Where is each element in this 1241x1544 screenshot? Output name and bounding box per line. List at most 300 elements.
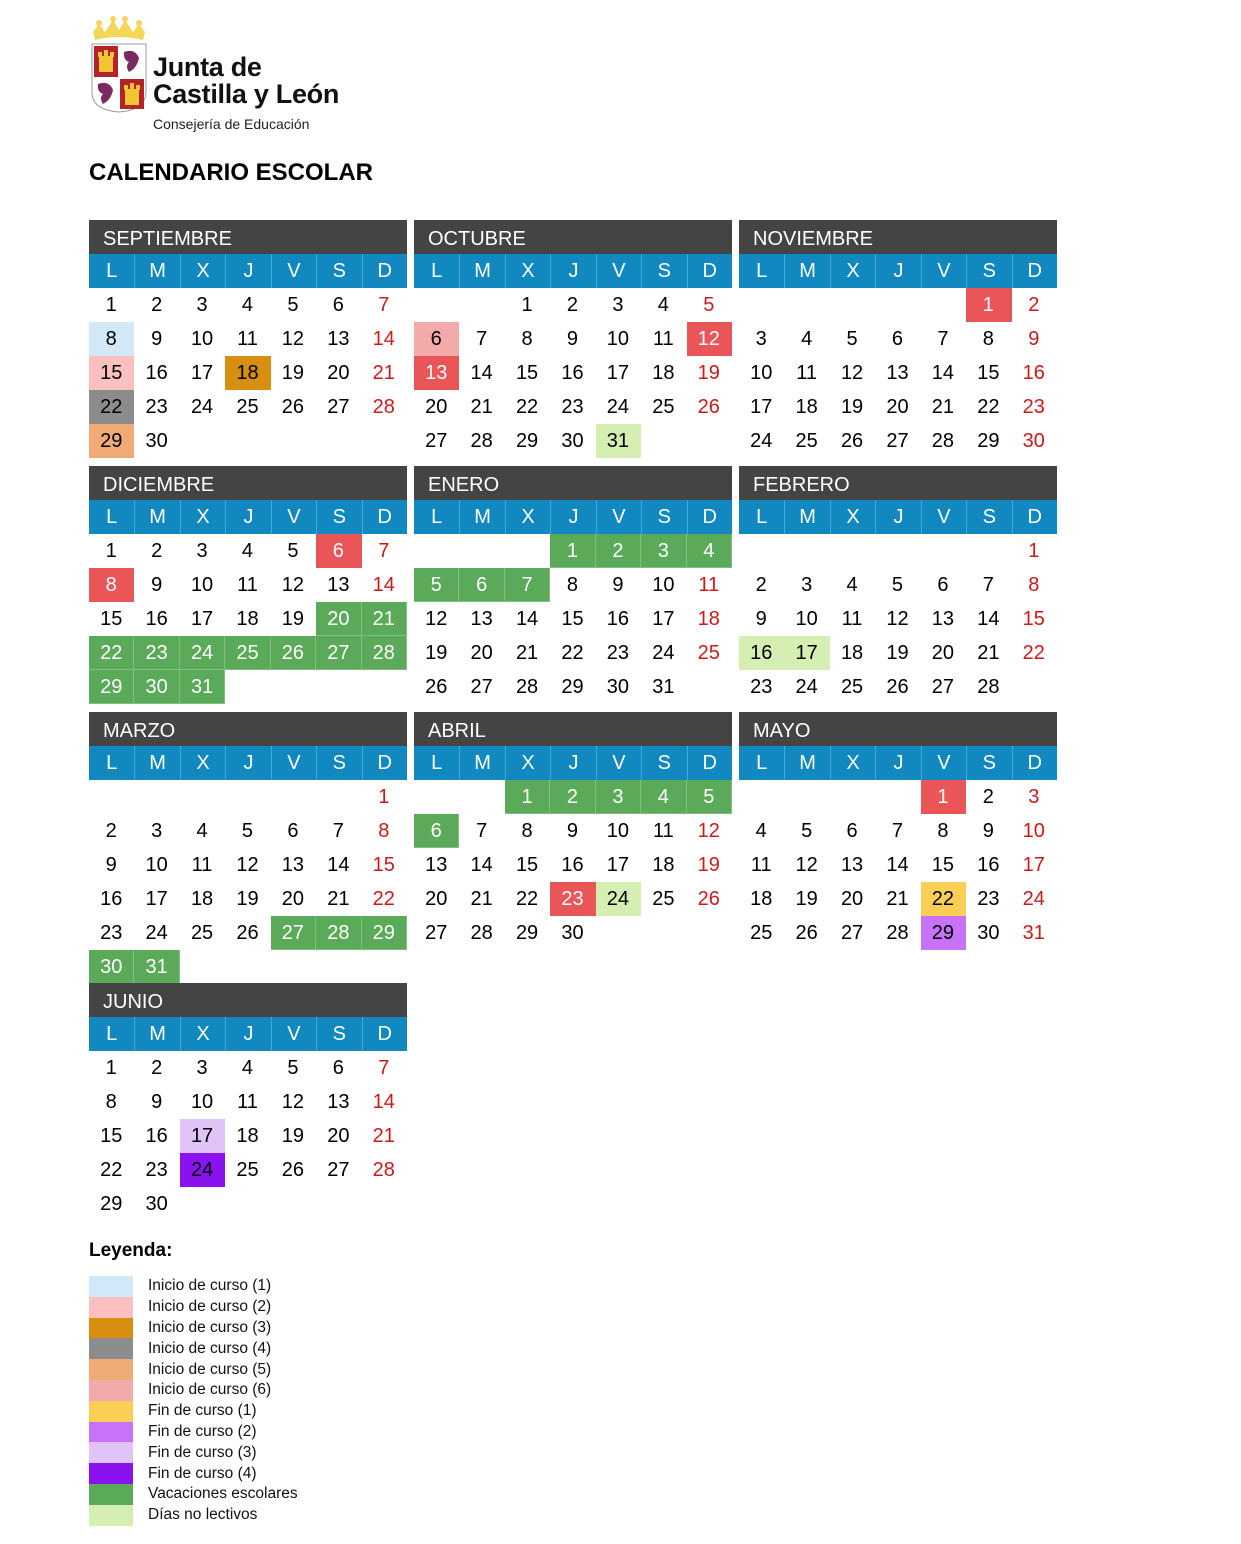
day-cell: 28	[886, 922, 909, 944]
day-cell: 2	[105, 820, 117, 842]
month-header: MARZO	[89, 712, 407, 746]
day-cell: 19	[795, 888, 818, 910]
day-cell: 13	[414, 356, 459, 390]
legend-item	[89, 1380, 298, 1401]
weekday-header-row	[89, 746, 407, 780]
day-cell: 4	[241, 1057, 254, 1079]
day-cell: 2	[550, 780, 595, 814]
day-cell: 8	[378, 820, 390, 842]
weekday-label: D	[1012, 254, 1057, 288]
day-cell: 5	[287, 540, 299, 562]
legend-label: Inicio de curso (4)	[148, 1339, 272, 1357]
day-cell: 25	[190, 922, 214, 944]
day-cell: 22	[977, 396, 1000, 418]
day-cell: 12	[886, 608, 909, 630]
day-cell: 11	[796, 362, 818, 384]
days-grid	[414, 288, 732, 458]
day-cell: 23	[100, 922, 123, 944]
day-cell: 21	[372, 1125, 395, 1147]
day-cell: 2	[755, 574, 767, 596]
weekday-label: S	[316, 500, 361, 534]
day-cell: 11	[237, 574, 258, 596]
day-cell: 9	[1028, 328, 1040, 350]
day-cell: 15	[89, 356, 134, 390]
day-cell: 25	[652, 396, 675, 418]
legend-swatch	[89, 1297, 133, 1318]
day-cell: 27	[425, 922, 448, 944]
day-cell: 26	[281, 396, 305, 418]
day-cell: 23	[145, 396, 168, 418]
day-cell: 1	[921, 780, 966, 814]
legend-label: Fin de curso (2)	[148, 1422, 257, 1440]
day-cell: 11	[698, 574, 720, 596]
legend-swatch	[89, 1484, 133, 1505]
day-cell: 29	[977, 430, 1000, 452]
day-cell: 17	[606, 854, 630, 876]
day-cell: 15	[515, 854, 539, 876]
day-cell: 3	[151, 820, 163, 842]
weekday-label: L	[756, 260, 768, 282]
legend-label: Inicio de curso (1)	[148, 1277, 272, 1295]
weekday-label: M	[459, 746, 504, 780]
day-cell: 27	[271, 916, 316, 950]
day-cell: 30	[977, 922, 1000, 944]
weekday-label: X	[180, 500, 225, 534]
day-cell: 3	[1028, 786, 1040, 808]
logo-subtitle: Consejería de Educación	[153, 116, 310, 132]
day-cell: 21	[327, 888, 350, 910]
empty-cell	[89, 780, 134, 814]
legend-swatch	[89, 1422, 133, 1443]
day-cell: 2	[1028, 294, 1040, 316]
day-cell: 12	[697, 820, 720, 842]
day-cell: 12	[281, 328, 305, 350]
day-cell: 7	[476, 820, 488, 842]
day-cell: 23	[606, 642, 630, 664]
day-cell: 10	[750, 362, 773, 384]
day-cell: 22	[89, 390, 134, 424]
day-cell: 10	[795, 608, 818, 630]
weekday-label: D	[687, 746, 732, 780]
weekday-label: M	[134, 1017, 179, 1051]
day-cell: 19	[886, 642, 909, 664]
weekday-label: V	[596, 500, 641, 534]
day-cell: 7	[378, 294, 390, 316]
weekday-label: X	[830, 254, 875, 288]
day-cell: 16	[100, 888, 123, 910]
day-cell: 27	[470, 676, 493, 698]
empty-cell	[784, 780, 829, 814]
weekday-label: J	[550, 254, 595, 288]
day-cell: 27	[425, 430, 448, 452]
weekday-label: V	[596, 254, 641, 288]
day-cell: 15	[977, 362, 1000, 384]
day-cell: 25	[225, 636, 270, 670]
day-cell: 4	[846, 574, 858, 596]
coat-of-arms-icon	[89, 14, 149, 114]
day-cell: 26	[271, 636, 316, 670]
day-cell: 22	[89, 636, 134, 670]
day-cell: 2	[151, 540, 163, 562]
day-cell: 27	[840, 922, 864, 944]
day-cell: 5	[891, 574, 904, 596]
weekday-label: S	[316, 1017, 361, 1051]
day-cell: 15	[100, 608, 123, 630]
weekday-label: S	[641, 500, 686, 534]
weekday-header-row	[414, 746, 732, 780]
legend-label: Fin de curso (3)	[148, 1443, 257, 1461]
day-cell: 29	[515, 922, 539, 944]
weekday-label: M	[784, 254, 829, 288]
legend-label: Inicio de curso (3)	[148, 1318, 272, 1336]
day-cell: 23	[1022, 396, 1045, 418]
day-cell: 10	[190, 574, 214, 596]
day-cell: 22	[100, 1159, 123, 1181]
day-cell: 12	[236, 854, 259, 876]
day-cell: 2	[982, 786, 994, 808]
day-cell: 31	[652, 676, 675, 698]
day-cell: 29	[89, 424, 134, 458]
empty-cell	[459, 288, 504, 322]
weekday-label: S	[641, 746, 686, 780]
day-cell: 26	[281, 1159, 305, 1181]
day-cell: 18	[190, 888, 214, 910]
day-cell: 29	[561, 676, 584, 698]
day-cell: 24	[180, 1153, 225, 1187]
weekday-label: L	[431, 752, 443, 774]
weekday-label: J	[225, 500, 270, 534]
day-cell: 31	[596, 424, 641, 458]
day-cell: 4	[657, 294, 669, 316]
day-cell: 18	[795, 396, 818, 418]
empty-cell	[414, 780, 459, 814]
day-cell: 27	[327, 1159, 350, 1181]
legend-swatch	[89, 1338, 133, 1359]
weekday-label: S	[316, 254, 361, 288]
month-header: JUNIO	[89, 983, 407, 1017]
day-cell: 22	[515, 396, 539, 418]
day-cell: 4	[241, 294, 254, 316]
day-cell: 3	[801, 574, 813, 596]
weekday-label: D	[362, 500, 407, 534]
legend-item	[89, 1442, 298, 1463]
days-grid	[739, 780, 1057, 950]
day-cell: 10	[1022, 820, 1045, 842]
day-cell: 10	[606, 328, 630, 350]
day-cell: 1	[521, 294, 533, 316]
day-cell: 7	[378, 540, 390, 562]
day-cell: 27	[931, 676, 955, 698]
day-cell: 28	[372, 1159, 395, 1181]
weekday-label: X	[180, 746, 225, 780]
empty-cell	[875, 288, 920, 322]
day-cell: 5	[801, 820, 813, 842]
days-grid	[739, 534, 1057, 704]
day-cell: 26	[425, 676, 448, 698]
day-cell: 15	[100, 1125, 123, 1147]
days-grid	[739, 288, 1057, 458]
legend	[89, 1276, 298, 1526]
weekday-label: S	[966, 254, 1011, 288]
day-cell: 7	[891, 820, 904, 842]
day-cell: 21	[515, 642, 539, 664]
weekday-label: V	[271, 500, 316, 534]
empty-cell	[505, 534, 550, 568]
day-cell: 3	[196, 540, 208, 562]
days-grid	[89, 288, 407, 458]
day-cell: 20	[425, 888, 448, 910]
day-cell: 20	[327, 362, 350, 384]
day-cell: 31	[1022, 922, 1045, 944]
weekday-label: M	[459, 254, 504, 288]
day-cell: 24	[750, 430, 773, 452]
day-cell: 23	[561, 396, 584, 418]
legend-item	[89, 1318, 298, 1339]
page-title: CALENDARIO ESCOLAR	[89, 159, 374, 186]
legend-label: Días no lectivos	[148, 1506, 258, 1524]
day-cell: 28	[470, 430, 493, 452]
weekday-label: L	[106, 752, 118, 774]
day-cell: 29	[89, 670, 134, 704]
weekday-header-row	[739, 500, 1057, 534]
day-cell: 6	[459, 568, 504, 602]
month-header: NOVIEMBRE	[739, 220, 1057, 254]
day-cell: 4	[687, 534, 732, 568]
day-cell: 19	[697, 854, 720, 876]
day-cell: 9	[151, 1091, 163, 1113]
month-diciembre	[89, 466, 407, 704]
day-cell: 8	[982, 328, 994, 350]
day-cell: 9	[151, 574, 163, 596]
day-cell: 22	[515, 888, 539, 910]
day-cell: 13	[327, 574, 350, 596]
day-cell: 10	[652, 574, 675, 596]
weekday-label: D	[687, 254, 732, 288]
day-cell: 6	[316, 534, 361, 568]
day-cell: 29	[921, 916, 966, 950]
legend-item	[89, 1505, 298, 1526]
day-cell: 12	[281, 1091, 305, 1113]
legend-label: Inicio de curso (6)	[148, 1381, 272, 1399]
day-cell: 14	[372, 574, 395, 596]
day-cell: 14	[886, 854, 909, 876]
empty-cell	[784, 288, 829, 322]
month-header: DICIEMBRE	[89, 466, 407, 500]
day-cell: 12	[840, 362, 864, 384]
empty-cell	[180, 780, 225, 814]
day-cell: 20	[886, 396, 909, 418]
day-cell: 14	[515, 608, 539, 630]
day-cell: 26	[236, 922, 259, 944]
weekday-label: S	[316, 746, 361, 780]
day-cell: 16	[1022, 362, 1045, 384]
day-cell: 9	[566, 820, 579, 842]
day-cell: 3	[755, 328, 767, 350]
day-cell: 3	[196, 1057, 208, 1079]
day-cell: 27	[327, 396, 350, 418]
day-cell: 3	[196, 294, 208, 316]
day-cell: 27	[886, 430, 909, 452]
day-cell: 7	[378, 1057, 390, 1079]
weekday-label: M	[134, 746, 179, 780]
day-cell: 2	[596, 534, 641, 568]
weekday-label: J	[225, 254, 270, 288]
empty-cell	[830, 534, 875, 568]
day-cell: 5	[414, 568, 459, 602]
day-cell: 28	[470, 922, 493, 944]
day-cell: 24	[606, 396, 630, 418]
empty-cell	[921, 534, 966, 568]
weekday-label: D	[687, 500, 732, 534]
weekday-header-row	[414, 254, 732, 288]
day-cell: 30	[134, 670, 179, 704]
weekday-label: J	[225, 1017, 270, 1051]
day-cell: 1	[378, 786, 390, 808]
day-cell: 28	[515, 676, 539, 698]
day-cell: 11	[652, 328, 674, 350]
legend-item	[89, 1359, 298, 1380]
logo-title	[153, 54, 339, 108]
day-cell: 6	[332, 1057, 344, 1079]
legend-label: Vacaciones escolares	[148, 1485, 298, 1503]
day-cell: 21	[931, 396, 955, 418]
day-cell: 21	[977, 642, 1000, 664]
weekday-label: V	[271, 1017, 316, 1051]
month-header: FEBRERO	[739, 466, 1057, 500]
weekday-label: D	[362, 1017, 407, 1051]
legend-label: Fin de curso (1)	[148, 1402, 257, 1420]
day-cell: 28	[372, 396, 395, 418]
day-cell: 17	[190, 362, 214, 384]
weekday-label: D	[1012, 746, 1057, 780]
day-cell: 11	[652, 820, 674, 842]
day-cell: 18	[225, 356, 270, 390]
day-cell: 21	[470, 396, 493, 418]
day-cell: 14	[470, 854, 493, 876]
day-cell: 6	[937, 574, 949, 596]
day-cell: 16	[606, 608, 630, 630]
day-cell: 24	[180, 636, 225, 670]
day-cell: 2	[151, 1057, 163, 1079]
weekday-label: J	[550, 500, 595, 534]
day-cell: 11	[750, 854, 772, 876]
day-cell: 1	[105, 294, 117, 316]
day-cell: 9	[105, 854, 117, 876]
day-cell: 20	[470, 642, 493, 664]
day-cell: 24	[652, 642, 675, 664]
day-cell: 19	[236, 888, 259, 910]
day-cell: 26	[886, 676, 909, 698]
weekday-label: V	[271, 746, 316, 780]
day-cell: 14	[470, 362, 493, 384]
weekday-header-row	[89, 254, 407, 288]
empty-cell	[875, 534, 920, 568]
month-header: ENERO	[414, 466, 732, 500]
day-cell: 12	[795, 854, 818, 876]
day-cell: 16	[561, 362, 584, 384]
day-cell: 18	[652, 362, 675, 384]
day-cell: 10	[145, 854, 168, 876]
weekday-label: J	[875, 254, 920, 288]
month-header: OCTUBRE	[414, 220, 732, 254]
day-cell: 25	[236, 396, 259, 418]
day-cell: 30	[145, 1193, 168, 1215]
day-cell: 5	[703, 294, 715, 316]
day-cell: 14	[372, 328, 395, 350]
day-cell: 22	[372, 888, 395, 910]
weekday-label: X	[180, 254, 225, 288]
weekday-label: V	[921, 254, 966, 288]
day-cell: 22	[1022, 642, 1045, 664]
day-cell: 24	[795, 676, 818, 698]
day-cell: 14	[327, 854, 350, 876]
empty-cell	[784, 534, 829, 568]
day-cell: 30	[561, 922, 584, 944]
day-cell: 1	[505, 780, 550, 814]
day-cell: 22	[561, 642, 584, 664]
day-cell: 25	[750, 922, 773, 944]
day-cell: 16	[145, 1125, 168, 1147]
day-cell: 1	[105, 1057, 117, 1079]
day-cell: 24	[596, 882, 641, 916]
day-cell: 25	[795, 430, 818, 452]
weekday-label: L	[106, 1023, 118, 1045]
day-cell: 18	[697, 608, 720, 630]
day-cell: 8	[521, 820, 533, 842]
weekday-label: J	[225, 746, 270, 780]
day-cell: 25	[697, 642, 720, 664]
day-cell: 20	[840, 888, 864, 910]
day-cell: 5	[241, 820, 254, 842]
day-cell: 9	[566, 328, 579, 350]
day-cell: 17	[606, 362, 630, 384]
day-cell: 23	[977, 888, 1000, 910]
day-cell: 10	[190, 328, 214, 350]
month-mayo	[739, 712, 1057, 950]
day-cell: 18	[236, 1125, 259, 1147]
weekday-label: L	[431, 260, 443, 282]
day-cell: 30	[561, 430, 584, 452]
legend-item	[89, 1463, 298, 1484]
day-cell: 24	[190, 396, 214, 418]
day-cell: 29	[515, 430, 539, 452]
day-cell: 12	[425, 608, 448, 630]
weekday-label: L	[106, 506, 118, 528]
day-cell: 13	[281, 854, 305, 876]
day-cell: 1	[105, 540, 117, 562]
legend-label: Inicio de curso (5)	[148, 1360, 272, 1378]
day-cell: 7	[505, 568, 550, 602]
day-cell: 6	[891, 328, 904, 350]
day-cell: 20	[327, 1125, 350, 1147]
day-cell: 24	[145, 922, 168, 944]
day-cell: 28	[931, 430, 955, 452]
weekday-label: L	[106, 260, 118, 282]
weekday-label: X	[505, 500, 550, 534]
day-cell: 23	[145, 1159, 168, 1181]
empty-cell	[459, 534, 504, 568]
weekday-header-row	[739, 746, 1057, 780]
month-header: SEPTIEMBRE	[89, 220, 407, 254]
day-cell: 4	[801, 328, 813, 350]
day-cell: 10	[190, 1091, 214, 1113]
empty-cell	[134, 780, 179, 814]
day-cell: 17	[652, 608, 675, 630]
month-octubre	[414, 220, 732, 458]
day-cell: 8	[937, 820, 949, 842]
legend-swatch	[89, 1442, 133, 1463]
day-cell: 16	[561, 854, 584, 876]
